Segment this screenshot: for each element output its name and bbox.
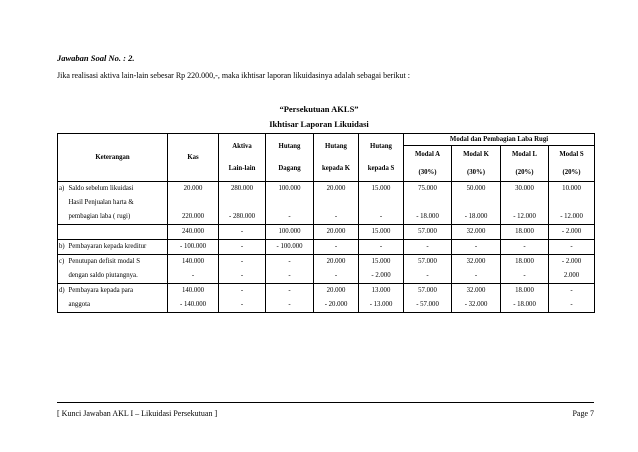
intro-paragraph: Jika realisasi aktiva lain-lain sebesar Rp 220.000,-, maka ikhtisar laporan likuidasinya adalah sebagai berikut : — [57, 71, 411, 80]
table-cell: - — [168, 269, 219, 284]
table-cell: - 100.000 — [168, 240, 219, 255]
table-cell: 140.000 — [168, 255, 219, 270]
header-modal-k-pct: (30%) — [452, 164, 501, 182]
table-cell — [452, 196, 501, 210]
header-hd-line1: Hutang — [278, 143, 301, 150]
row-number — [58, 225, 68, 240]
header-hutang-k — [314, 134, 359, 182]
table-cell: - — [452, 269, 501, 284]
table-row — [58, 225, 595, 240]
header-aktiva — [219, 134, 266, 182]
table-cell: - — [219, 240, 266, 255]
header-aktiva-line1: Aktiva — [232, 143, 252, 150]
table-cell: - 2.000 — [549, 255, 595, 270]
table-cell: - 57.000 — [404, 298, 452, 313]
header-hutang-dagang — [266, 134, 314, 182]
table-cell: 18.000 — [501, 255, 549, 270]
table-cell: 13.000 — [359, 284, 404, 299]
row-number — [58, 269, 68, 284]
header-aktiva-line2: Lain-lain — [228, 165, 256, 172]
table-cell: - — [219, 269, 266, 284]
table-cell: - — [549, 240, 595, 255]
table-cell: - 20.000 — [314, 298, 359, 313]
table-cell: - — [359, 210, 404, 225]
row-number — [58, 210, 68, 225]
page-number: Page 7 — [572, 409, 594, 418]
table-cell: 240.000 — [168, 225, 219, 240]
table-cell: - 18.000 — [404, 210, 452, 225]
table-cell: - — [314, 240, 359, 255]
table-row — [58, 240, 595, 255]
header-hs-line1: Hutang — [370, 143, 392, 150]
table-cell: - — [314, 210, 359, 225]
answer-heading: Jawaban Soal No. : 2. — [57, 53, 135, 63]
row-keterangan: Pembayara kepada para — [68, 284, 168, 299]
table-cell: 20.000 — [314, 225, 359, 240]
table-cell: 20.000 — [314, 284, 359, 299]
table-cell: - — [314, 269, 359, 284]
table-cell: 15.000 — [359, 225, 404, 240]
table-row — [58, 284, 595, 299]
row-keterangan: dengan saldo piutangnya. — [68, 269, 168, 284]
table-cell: - — [359, 240, 404, 255]
table-cell: - — [266, 255, 314, 270]
table-cell: - 18.000 — [501, 298, 549, 313]
table-cell — [266, 196, 314, 210]
table-cell: - — [219, 255, 266, 270]
row-number — [58, 196, 68, 210]
table-cell — [219, 196, 266, 210]
footer-title: [ Kunci Jawaban AKL I – Likuidasi Persekutuan ] — [57, 409, 218, 418]
header-hs-line2: kepada S — [367, 165, 395, 172]
header-modal-l: Modal L — [501, 146, 549, 164]
footer-divider — [57, 402, 594, 403]
table-cell: 57.000 — [404, 225, 452, 240]
table-cell: 100.000 — [266, 225, 314, 240]
table-cell: 18.000 — [501, 225, 549, 240]
table-cell: - 100.000 — [266, 240, 314, 255]
table-cell: - — [219, 284, 266, 299]
table-cell: - — [219, 225, 266, 240]
row-keterangan: Saldo sebelum likuidasi — [68, 182, 168, 197]
header-modal-s: Modal S — [549, 146, 595, 164]
table-cell: 20.000 — [168, 182, 219, 197]
table-cell: - 2.000 — [359, 269, 404, 284]
table-cell: - 32.000 — [452, 298, 501, 313]
table-cell: - 140.000 — [168, 298, 219, 313]
table-cell: - 18.000 — [452, 210, 501, 225]
table-cell: - — [549, 284, 595, 299]
row-number: d) — [58, 284, 68, 299]
liquidation-table — [57, 133, 595, 313]
table-row — [58, 182, 595, 197]
row-number — [58, 298, 68, 313]
table-cell: - — [266, 210, 314, 225]
table-cell: 75.000 — [404, 182, 452, 197]
table-cell — [549, 196, 595, 210]
table-cell: - — [404, 269, 452, 284]
report-title: Ikhtisar Laporan Likuidasi — [269, 119, 369, 129]
header-hutang-s — [359, 134, 404, 182]
table-cell: - — [549, 298, 595, 313]
table-cell: - — [266, 269, 314, 284]
table-cell: 15.000 — [359, 255, 404, 270]
header-keterangan: Keterangan — [58, 134, 168, 182]
row-keterangan: pembagian laba ( rugi) — [68, 210, 168, 225]
table-cell: - — [266, 284, 314, 299]
header-kas: Kas — [168, 134, 219, 182]
table-cell: - 280.000 — [219, 210, 266, 225]
table-cell: 100.000 — [266, 182, 314, 197]
row-number: a) — [58, 182, 68, 197]
header-modal-s-pct: (20%) — [549, 164, 595, 182]
table-cell: - 12.000 — [501, 210, 549, 225]
header-hd-line2: Dagang — [278, 165, 301, 172]
row-keterangan: Penutupan defisit modal S — [68, 255, 168, 270]
row-number: c) — [58, 255, 68, 270]
table-row — [58, 210, 595, 225]
table-cell: 57.000 — [404, 255, 452, 270]
header-modal-group: Modal dan Pembagian Laba Rugi — [404, 134, 595, 146]
table-cell: 2.000 — [549, 269, 595, 284]
table-cell: - — [266, 298, 314, 313]
table-cell: 280.000 — [219, 182, 266, 197]
table-cell: 32.000 — [452, 255, 501, 270]
table-cell: - — [501, 240, 549, 255]
table-cell — [359, 196, 404, 210]
table-cell: 30.000 — [501, 182, 549, 197]
header-modal-l-pct: (20%) — [501, 164, 549, 182]
table-cell — [314, 196, 359, 210]
table-cell: - 13.000 — [359, 298, 404, 313]
row-keterangan: Hasil Penjualan harta & — [68, 196, 168, 210]
table-cell: 20.000 — [314, 182, 359, 197]
table-cell: 10.000 — [549, 182, 595, 197]
table-row — [58, 298, 595, 313]
table-cell: 20.000 — [314, 255, 359, 270]
header-hk-line2: kepada K — [321, 165, 351, 172]
table-cell: - 2.000 — [549, 225, 595, 240]
table-cell: 57.000 — [404, 284, 452, 299]
table-row — [58, 196, 595, 210]
table-cell: 32.000 — [452, 225, 501, 240]
table-cell: 15.000 — [359, 182, 404, 197]
table-cell — [404, 196, 452, 210]
row-number: b) — [58, 240, 68, 255]
row-keterangan: Pembayaran kepada kreditur — [68, 240, 168, 255]
table-cell: 50.000 — [452, 182, 501, 197]
table-cell — [501, 196, 549, 210]
header-modal-a: Modal A — [404, 146, 452, 164]
table-cell: - 12.000 — [549, 210, 595, 225]
row-keterangan: anggota — [68, 298, 168, 313]
table-cell: - — [219, 298, 266, 313]
table-cell: 220.000 — [168, 210, 219, 225]
table-cell — [168, 196, 219, 210]
table-cell: 18.000 — [501, 284, 549, 299]
table-cell: - — [501, 269, 549, 284]
row-keterangan — [68, 225, 168, 240]
table-cell: - — [404, 240, 452, 255]
table-row — [58, 255, 595, 270]
header-modal-k: Modal K — [452, 146, 501, 164]
header-modal-a-pct: (30%) — [404, 164, 452, 182]
table-cell: 140.000 — [168, 284, 219, 299]
company-title: “Persekutuan AKLS” — [279, 104, 359, 114]
header-hk-line1: Hutang — [325, 143, 347, 150]
table-cell: - — [452, 240, 501, 255]
table-row — [58, 269, 595, 284]
table-cell: 32.000 — [452, 284, 501, 299]
